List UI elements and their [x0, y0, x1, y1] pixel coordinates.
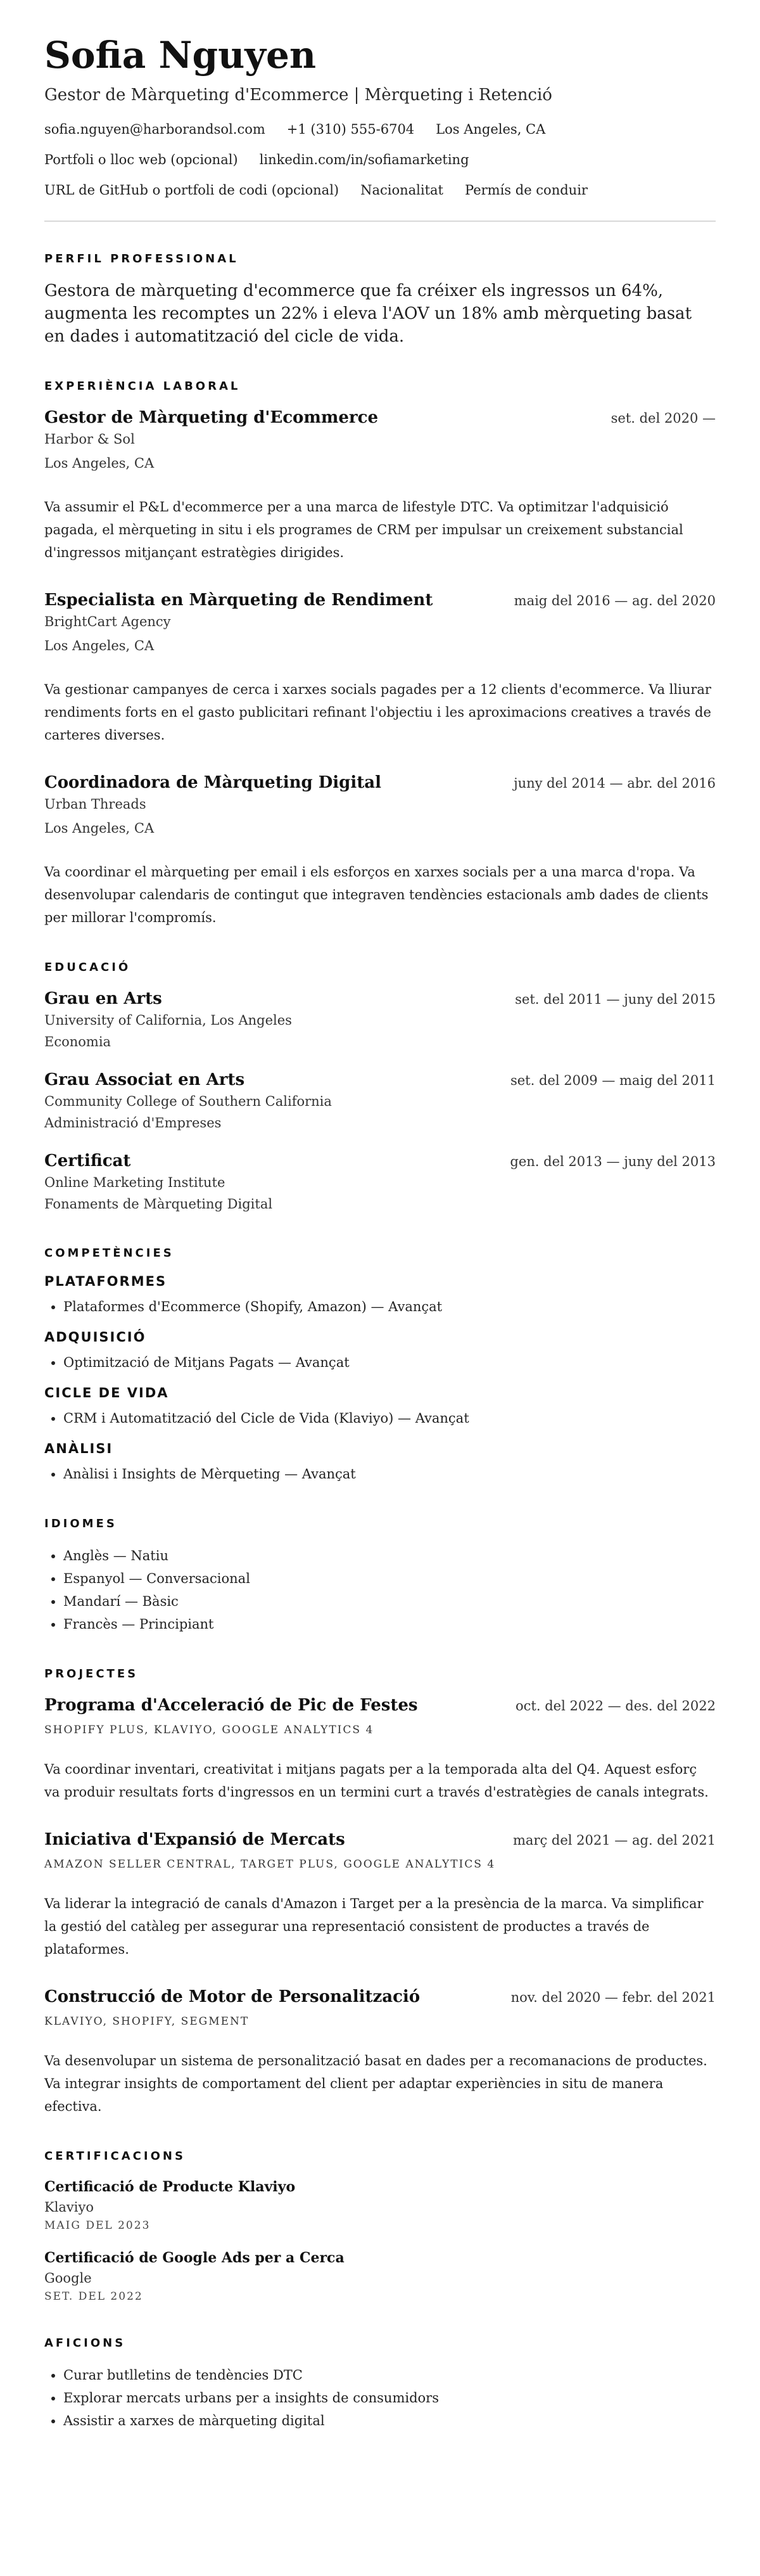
portfolio-link[interactable]: Portfoli o lloc web (opcional)	[44, 152, 238, 167]
school-name: Community College of Southern California	[44, 1094, 332, 1109]
skill-item: • Plataformes d'Ecommerce (Shopify, Amazon) — Avançat	[63, 1295, 716, 1318]
section-heading: AFICIONS	[44, 2336, 126, 2350]
job-description: Va assumir el P&L d'ecommerce per a una marca de lifestyle DTC. Va optimitzar l'adquisició pagada, el mèrqueting in situ i els programes de CRM per impulsar un creixement substancial d'ingressos mitjançant estratègies dirigides.	[44, 499, 683, 560]
education-section	[44, 961, 716, 1215]
profile-section	[44, 252, 716, 348]
contact-row	[44, 181, 716, 199]
skill-category: ADQUISICIÓ	[44, 1330, 146, 1345]
email-link[interactable]: sofia.nguyen@harborandsol.com	[44, 122, 265, 137]
certifications-section	[44, 2150, 716, 2305]
certification-issuer: Klaviyo	[44, 2200, 94, 2215]
section-heading: EXPERIÈNCIA LABORAL	[44, 380, 241, 393]
project-dates: nov. del 2020 — febr. del 2021	[510, 1990, 716, 2005]
section-heading: COMPETÈNCIES	[44, 1246, 174, 1260]
skill-group	[44, 1441, 716, 1485]
candidate-name: Sofia Nguyen	[44, 34, 317, 77]
education-dates: set. del 2009 — maig del 2011	[510, 1073, 716, 1088]
project-description: Va liderar la integració de canals d'Amazon i Target per a la presència de la marca. Va simplificar la gestió del catàleg per assegurar una representació consistent de productes a través de plataformes.	[44, 1896, 704, 1957]
job-description: Va coordinar el màrqueting per email i els esforços en xarxes socials per a una marca d'ropa. Va desenvolupar calendaris de contingut que integraven tendències estacionals amb dades de clients per millorar l'compromís.	[44, 864, 709, 925]
skill-item: • Anàlisi i Insights de Mèrqueting — Avançat	[63, 1463, 716, 1485]
hobby-item: • Assistir a xarxes de màrqueting digital	[63, 2409, 716, 2432]
company-name: BrightCart Agency	[44, 614, 171, 629]
nationality: Nacionalitat	[360, 183, 444, 198]
skill-group	[44, 1330, 716, 1374]
degree-name: Certificat	[44, 1151, 131, 1170]
company-name: Urban Threads	[44, 797, 146, 812]
job-title: Coordinadora de Màrqueting Digital	[44, 773, 381, 792]
project-entry	[44, 1695, 716, 1804]
job-dates: juny del 2014 — abr. del 2016	[514, 776, 716, 791]
experience-entry	[44, 589, 716, 747]
contact-row	[44, 120, 716, 138]
profile-summary: Gestora de màrqueting d'ecommerce que fa créixer els ingressos un 64%, augmenta les recomptes un 22% i eleva l'AOV un 18% amb mèrqueting basat en dades i automatització del cicle de vida.	[44, 281, 692, 346]
degree-name: Grau en Arts	[44, 989, 162, 1008]
language-item: • Espanyol — Conversacional	[63, 1567, 716, 1590]
job-location: Los Angeles, CA	[44, 456, 155, 471]
skill-category: CICLE DE VIDA	[44, 1385, 169, 1400]
languages-section	[44, 1517, 716, 1636]
project-dates: oct. del 2022 — des. del 2022	[516, 1698, 716, 1714]
job-title: Especialista en Màrqueting de Rendiment	[44, 591, 433, 610]
education-entry	[44, 988, 716, 1053]
certification-date: MAIG DEL 2023	[44, 2219, 151, 2232]
skill-item: • Optimització de Mitjans Pagats — Avançat	[63, 1351, 716, 1374]
field-of-study: Fonaments de Màrqueting Digital	[44, 1196, 273, 1212]
hobbies-section	[44, 2336, 716, 2432]
field-of-study: Economia	[44, 1034, 111, 1049]
skill-group	[44, 1385, 716, 1430]
job-location: Los Angeles, CA	[44, 821, 155, 836]
certification-issuer: Google	[44, 2271, 92, 2286]
section-heading: EDUCACIÓ	[44, 961, 131, 974]
skill-group	[44, 1274, 716, 1318]
project-tech: SHOPIFY PLUS, KLAVIYO, GOOGLE ANALYTICS 4	[44, 1724, 374, 1736]
education-dates: gen. del 2013 — juny del 2013	[510, 1154, 716, 1169]
certification-name: Certificació de Google Ads per a Cerca	[44, 2250, 345, 2266]
certification-entry	[44, 2248, 716, 2305]
language-item: • Anglès — Natiu	[63, 1544, 716, 1567]
project-description: Va coordinar inventari, creativitat i mitjans pagats per a la temporada alta del Q4. Aquest esforç va produir resultats forts d'ingressos en un termini curt a través d'estratègies de canals integrats.	[44, 1762, 709, 1800]
job-dates: set. del 2020 —	[611, 411, 716, 426]
education-entry	[44, 1150, 716, 1215]
education-entry	[44, 1069, 716, 1134]
section-heading: PERFIL PROFESSIONAL	[44, 252, 239, 266]
job-title: Gestor de Màrqueting d'Ecommerce	[44, 408, 378, 427]
project-title: Iniciativa d'Expansió de Mercats	[44, 1830, 345, 1849]
phone-number: +1 (310) 555-6704	[286, 122, 415, 137]
section-heading: IDIOMES	[44, 1517, 117, 1530]
hobby-item: • Curar butlletins de tendències DTC	[63, 2364, 716, 2387]
section-heading: PROJECTES	[44, 1667, 139, 1681]
field-of-study: Administració d'Empreses	[44, 1115, 222, 1131]
education-dates: set. del 2011 — juny del 2015	[515, 992, 716, 1007]
job-location: Los Angeles, CA	[44, 638, 155, 653]
experience-entry	[44, 407, 716, 564]
projects-section	[44, 1667, 716, 2118]
project-tech: KLAVIYO, SHOPIFY, SEGMENT	[44, 2015, 250, 2028]
project-tech: AMAZON SELLER CENTRAL, TARGET PLUS, GOOGLE ANALYTICS 4	[44, 1858, 496, 1871]
project-title: Construcció de Motor de Personalització	[44, 1987, 421, 2006]
school-name: University of California, Los Angeles	[44, 1013, 292, 1028]
section-heading: CERTIFICACIONS	[44, 2150, 186, 2163]
skill-category: ANÀLISI	[44, 1441, 113, 1456]
project-entry	[44, 1986, 716, 2118]
hobby-item: • Explorar mercats urbans per a insights de consumidors	[63, 2387, 716, 2409]
project-description: Va desenvolupar un sistema de personalització basat en dades per a recomanacions de productes. Va integrar insights de comportament del client per adaptar experiències in situ de manera efectiva.	[44, 2053, 707, 2114]
location: Los Angeles, CA	[436, 122, 546, 137]
candidate-title: Gestor de Màrqueting d'Ecommerce | Mèrqueting i Retenció	[44, 86, 552, 105]
contact-row	[44, 151, 716, 169]
github-link[interactable]: URL de GitHub o portfoli de codi (opcional)	[44, 183, 339, 198]
skill-category: PLATAFORMES	[44, 1274, 167, 1289]
skills-section	[44, 1246, 716, 1485]
driving-license: Permís de conduir	[465, 183, 588, 198]
language-item: • Mandarí — Bàsic	[63, 1590, 716, 1613]
certification-date: SET. DEL 2022	[44, 2290, 143, 2303]
certification-entry	[44, 2177, 716, 2234]
school-name: Online Marketing Institute	[44, 1175, 225, 1190]
degree-name: Grau Associat en Arts	[44, 1070, 245, 1089]
certification-name: Certificació de Producte Klaviyo	[44, 2179, 296, 2195]
experience-entry	[44, 772, 716, 929]
project-title: Programa d'Acceleració de Pic de Festes	[44, 1696, 418, 1715]
job-dates: maig del 2016 — ag. del 2020	[514, 593, 716, 608]
experience-section	[44, 380, 716, 929]
project-dates: març del 2021 — ag. del 2021	[513, 1833, 716, 1848]
resume-header	[44, 33, 716, 199]
language-item: • Francès — Principiant	[63, 1613, 716, 1636]
job-description: Va gestionar campanyes de cerca i xarxes socials pagades per a 12 clients d'ecommerce. Va lliurar rendiments forts en el gasto publicitari refinant l'objectiu i les aproximacions creatives a través de carteres diverses.	[44, 682, 711, 743]
header-divider	[44, 221, 716, 222]
project-entry	[44, 1829, 716, 1961]
skill-item: • CRM i Automatització del Cicle de Vida (Klaviyo) — Avançat	[63, 1407, 716, 1430]
company-name: Harbor & Sol	[44, 432, 135, 447]
linkedin-link[interactable]: linkedin.com/in/sofiamarketing	[259, 152, 469, 167]
